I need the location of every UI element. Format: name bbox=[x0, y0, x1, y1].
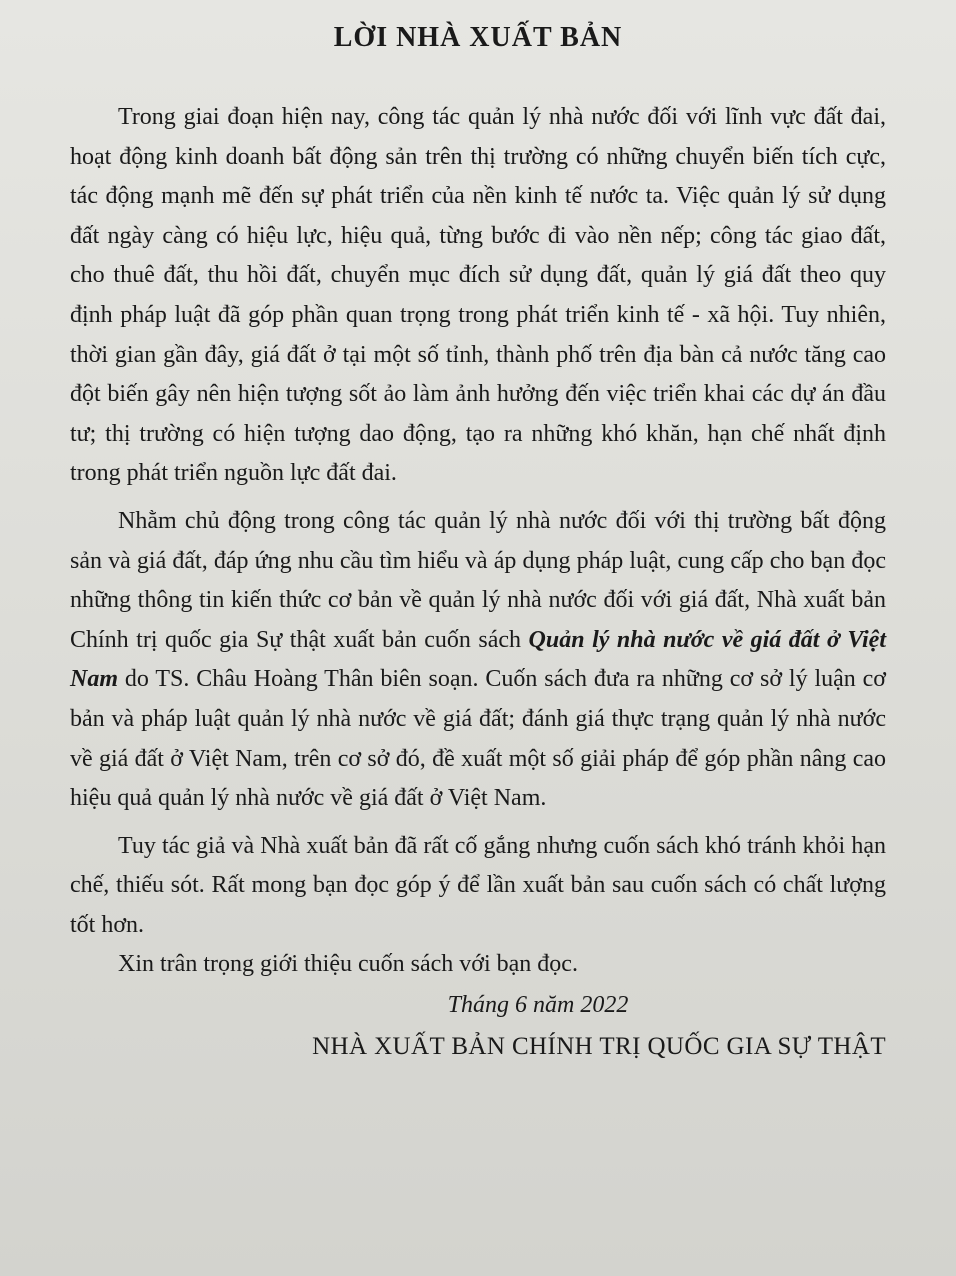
paragraph-2-text-before: Nhằm chủ động trong công tác quản lý nhà nước đối với thị trường bất động sản và giá đất, đáp ứng nhu cầu tìm hiểu và áp dụng pháp luật, cung cấp cho bạn đọc những thông tin kiến thức cơ bản về quản lý nhà nước đối với giá đất, Nhà xuất bản Chính trị quốc gia Sự thật xuất bản cuốn sách bbox=[70, 507, 886, 653]
date-line: Tháng 6 năm 2022 bbox=[447, 992, 629, 1019]
paragraph-2 bbox=[70, 502, 886, 819]
paragraph-4: Xin trân trọng giới thiệu cuốn sách với bạn đọc. bbox=[118, 951, 578, 978]
book-title: Quản lý nhà nước về giá đất ở Việt Nam bbox=[70, 626, 886, 693]
publisher-signature: NHÀ XUẤT BẢN CHÍNH TRỊ QUỐC GIA SỰ THẬT bbox=[312, 1033, 886, 1061]
paragraph-2-text-after: do TS. Châu Hoàng Thân biên soạn. Cuốn sách đưa ra những cơ sở lý luận cơ bản và pháp luật quản lý nhà nước về giá đất; đánh giá thực trạng quản lý nhà nước về giá đất ở Việt Nam, trên cơ sở đó, đề xuất một số giải pháp để góp phần nâng cao hiệu quả quản lý nhà nước về giá đất ở Việt Nam. bbox=[70, 666, 886, 812]
paragraph-3: Tuy tác giả và Nhà xuất bản đã rất cố gắng nhưng cuốn sách khó tránh khỏi hạn chế, thiếu sót. Rất mong bạn đọc góp ý để lần xuất bản sau cuốn sách có chất lượng tốt hơn. bbox=[70, 832, 886, 938]
paragraph-1: Trong giai đoạn hiện nay, công tác quản lý nhà nước đối với lĩnh vực đất đai, hoạt động kinh doanh bất động sản trên thị trường có những chuyển biến tích cực, tác động mạnh mẽ đến sự phát triển của nền kinh tế nước ta. Việc quản lý sử dụng đất ngày càng có hiệu lực, hiệu quả, từng bước đi vào nền nếp; công tác giao đất, cho thuê đất, thu hồi đất, chuyển mục đích sử dụng đất, quản lý giá đất theo quy định pháp luật đã góp phần quan trọng trong phát triển kinh tế - xã hội. Tuy nhiên, thời gian gần đây, giá đất ở tại một số tỉnh, thành phố trên địa bàn cả nước tăng cao đột biến gây nên hiện tượng sốt ảo làm ảnh hưởng đến việc triển khai các dự án đầu tư; thị trường có hiện tượng dao động, tạo ra những khó khăn, hạn chế nhất định trong phát triển nguồn lực đất đai. bbox=[70, 104, 886, 487]
page-title: LỜI NHÀ XUẤT BẢN bbox=[333, 22, 623, 53]
